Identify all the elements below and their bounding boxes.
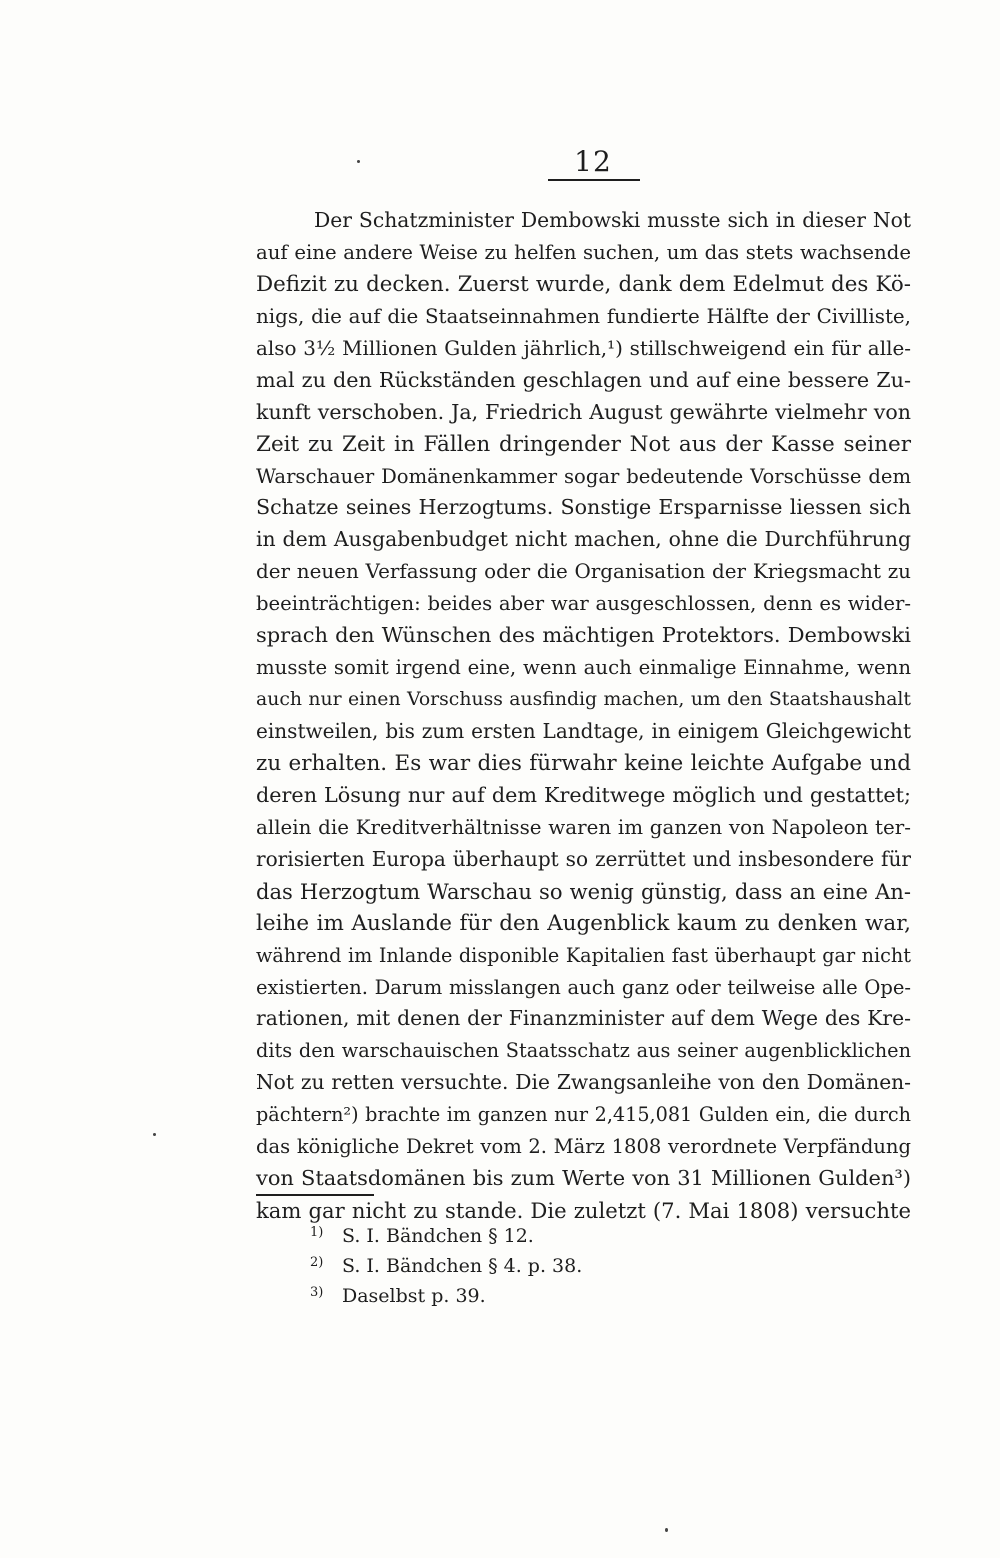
footnote	[310, 1248, 710, 1278]
footnote	[310, 1218, 710, 1248]
text-line: einstweilen, bis zum ersten Landtage, in einigem Gleichgewicht	[256, 719, 911, 743]
text-line: kunft verschoben. Ja, Friedrich August gewährte vielmehr von	[256, 399, 911, 424]
text-line: leihe im Auslande für den Augenblick kaum zu denken war,	[256, 910, 911, 936]
footnote-text: S. I. Bändchen § 4. p. 38.	[342, 1255, 583, 1277]
page-number: 12	[574, 145, 612, 178]
text-line: kam gar nicht zu stande. Die zuletzt (7. Mai 1808) versuchte	[256, 1198, 911, 1224]
text-line: nigs, die auf die Staatseinnahmen fundierte Hälfte der Civilliste,	[256, 304, 911, 328]
text-line: Warschauer Domänenkammer sogar bedeutende Vorschüsse dem	[256, 464, 911, 488]
text-line: Defizit zu decken. Zuerst wurde, dank dem Edelmut des Kö-	[256, 271, 911, 297]
text-line: existierten. Darum misslangen auch ganz oder teilweise alle Ope-	[256, 975, 911, 999]
text-line: während im Inlande disponible Kapitalien fast überhaupt gar nicht	[256, 943, 911, 967]
footnote-mark: 2)	[310, 1255, 324, 1270]
text-line: pächtern²) brachte im ganzen nur 2,415,081 Gulden ein, die durch	[256, 1103, 911, 1127]
ink-speck	[153, 1133, 156, 1136]
text-line: musste somit irgend eine, wenn auch einmalige Einnahme, wenn	[256, 656, 911, 680]
text-line: allein die Kreditverhältnisse waren im ganzen von Napoleon ter-	[256, 815, 911, 839]
text-line: beeinträchtigen: beides aber war ausgeschlossen, denn es wider-	[256, 592, 911, 616]
text-line: zu erhalten. Es war dies fürwahr keine leichte Aufgabe und	[256, 750, 911, 776]
text-line: Schatze seines Herzogtums. Sonstige Ersparnisse liessen sich	[256, 495, 911, 520]
text-line: dits den warschauischen Staatsschatz aus seiner augenblicklichen	[256, 1039, 911, 1063]
text-line: sprach den Wünschen des mächtigen Protektors. Dembowski	[256, 623, 911, 648]
text-line: das Herzogtum Warschau so wenig günstig, dass an eine An-	[256, 878, 911, 904]
header-rule	[548, 179, 640, 181]
footnote-rule	[256, 1194, 374, 1196]
footnotes	[310, 1218, 710, 1308]
footnote	[310, 1278, 710, 1308]
body-text	[256, 205, 911, 1227]
text-line: mal zu den Rückständen geschlagen und auf eine bessere Zu-	[256, 367, 911, 392]
text-line: der neuen Verfassung oder die Organisation der Kriegsmacht zu	[256, 560, 911, 584]
footnote-mark: 1)	[310, 1225, 324, 1240]
text-line: rorisierten Europa überhaupt so zerrüttet und insbesondere für	[256, 846, 911, 871]
text-line: in dem Ausgabenbudget nicht machen, ohne die Durchführung	[256, 527, 911, 552]
text-line: das königliche Dekret vom 2. März 1808 verordnete Verpfändung	[256, 1135, 911, 1159]
text-line: auch nur einen Vorschuss ausfindig machen, um den Staatshaushalt	[256, 689, 911, 711]
text-line: von Staatsdomänen bis zum Werte von 31 Millionen Gulden³)	[256, 1166, 911, 1191]
ink-speck	[357, 160, 360, 163]
text-line: Zeit zu Zeit in Fällen dringender Not aus der Kasse seiner	[256, 431, 911, 457]
footnote-mark: 3)	[310, 1285, 324, 1300]
text-line: Der Schatzminister Dembowski musste sich in dieser Not	[314, 208, 911, 232]
footnote-text: S. I. Bändchen § 12.	[342, 1225, 534, 1247]
text-line: deren Lösung nur auf dem Kreditwege möglich und gestattet;	[256, 782, 911, 807]
text-line: rationen, mit denen der Finanzminister auf dem Wege des Kre-	[256, 1006, 911, 1031]
text-line: auf eine andere Weise zu helfen suchen, um das stets wachsende	[256, 240, 911, 264]
text-line: also 3½ Millionen Gulden jährlich,¹) stillschweigend ein für alle-	[256, 335, 911, 360]
footnote-text: Daselbst p. 39.	[342, 1285, 486, 1307]
text-line: Not zu retten versuchte. Die Zwangsanleihe von den Domänen-	[256, 1070, 911, 1095]
ink-speck	[665, 1528, 668, 1532]
